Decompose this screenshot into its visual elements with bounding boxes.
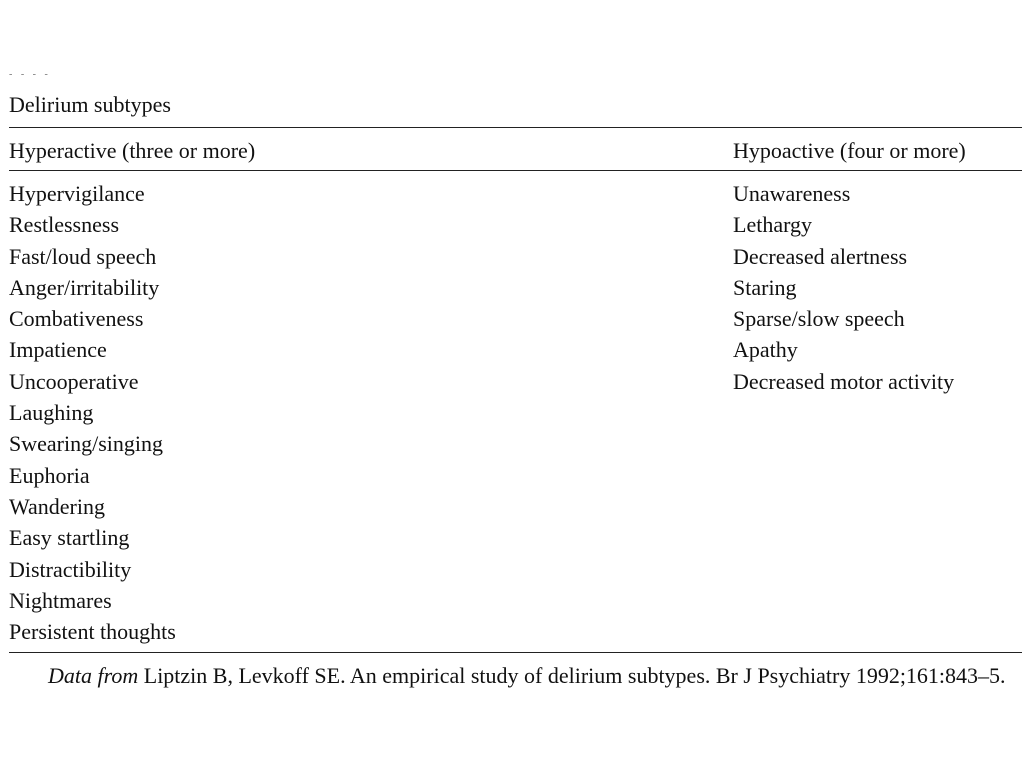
list-item: Distractibility — [9, 556, 132, 582]
list-item: Laughing — [9, 400, 94, 426]
footnote-citation: Liptzin B, Levkoff SE. An empirical study of delirium subtypes. Br J Psychiatry 1992;161:843–5. — [138, 663, 1006, 688]
cropped-text-fragment: - - - - — [9, 69, 51, 80]
hyperactive-list — [9, 178, 176, 647]
hypoactive-list — [733, 178, 954, 397]
list-item: Impatience — [9, 337, 107, 363]
list-item: Decreased motor activity — [733, 368, 955, 394]
list-item: Apathy — [733, 337, 798, 363]
list-item: Euphoria — [9, 462, 90, 488]
list-item: Combativeness — [9, 306, 144, 332]
list-item: Restlessness — [9, 212, 119, 238]
list-item: Wandering — [9, 493, 105, 519]
table-footnote — [9, 660, 1022, 691]
list-item: Nightmares — [9, 587, 112, 613]
list-item: Staring — [733, 274, 797, 300]
list-item: Easy startling — [9, 525, 130, 551]
header-divider-rule — [9, 170, 1022, 171]
list-item: Swearing/singing — [9, 431, 163, 457]
list-item: Uncooperative — [9, 368, 139, 394]
footnote-lead: Data from — [48, 663, 139, 688]
list-item: Hypervigilance — [9, 181, 145, 206]
list-item: Fast/loud speech — [9, 243, 157, 269]
table-bottom-rule — [9, 652, 1022, 653]
list-item: Unawareness — [733, 181, 851, 206]
column-header-hyperactive: Hyperactive (three or more) — [9, 138, 256, 163]
list-item: Lethargy — [733, 212, 813, 238]
column-header-hypoactive: Hypoactive (four or more) — [733, 138, 966, 163]
table-top-rule — [9, 127, 1022, 128]
table-title: Delirium subtypes — [9, 92, 171, 117]
list-item: Anger/irritability — [9, 274, 160, 300]
list-item: Persistent thoughts — [9, 619, 176, 645]
list-item: Decreased alertness — [733, 243, 908, 269]
list-item: Sparse/slow speech — [733, 306, 905, 332]
